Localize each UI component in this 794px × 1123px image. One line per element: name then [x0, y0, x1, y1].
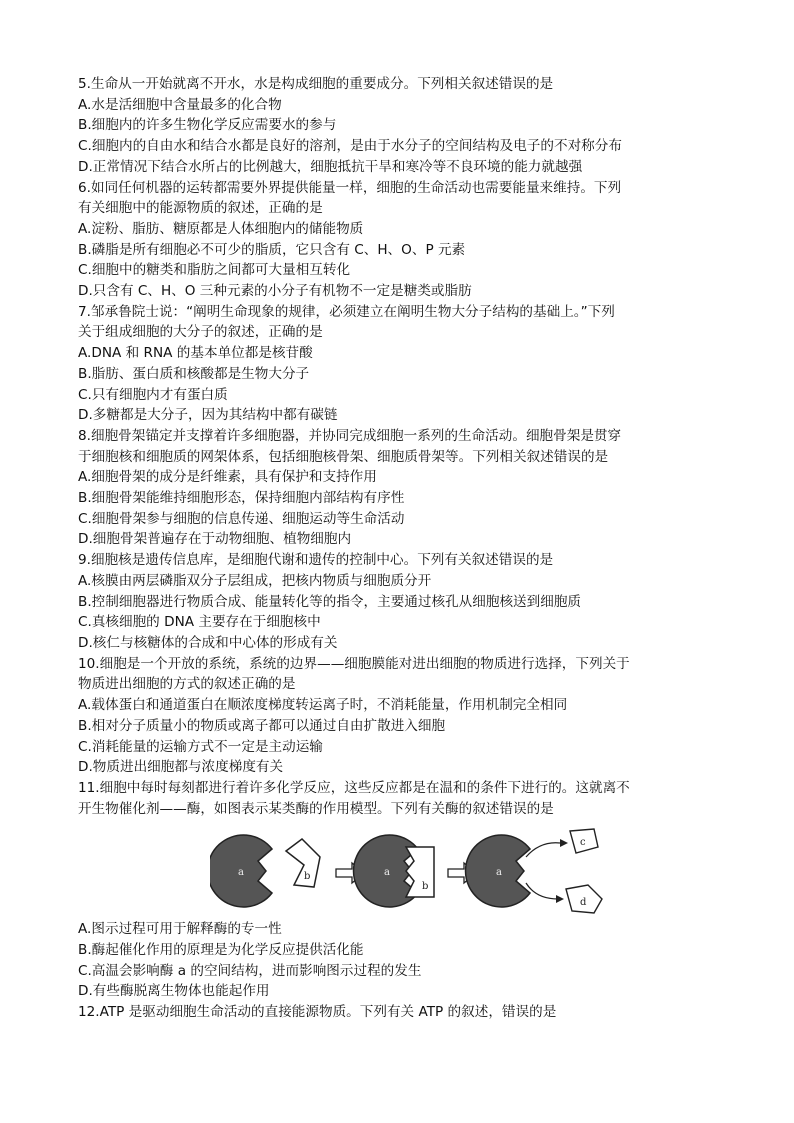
- option-c: C.细胞内的自由水和结合水都是良好的溶剂，是由于水分子的空间结构及电子的不对称分布: [78, 138, 622, 155]
- option-b: B.磷脂是所有细胞必不可少的脂质，它只含有 C、H、O、P 元素: [78, 241, 466, 258]
- option-b: B.脂肪、蛋白质和核酸都是生物大分子: [78, 365, 310, 382]
- option-a: A.水是活细胞中含量最多的化合物: [78, 96, 282, 113]
- option-d: D.正常情况下结合水所占的比例越大，细胞抵抗干旱和寒冷等不良环境的能力就越强: [78, 158, 583, 175]
- option-c: C.消耗能量的运输方式不一定是主动运输: [78, 738, 323, 755]
- arrowhead: [560, 839, 568, 847]
- release-arrow: [526, 883, 558, 899]
- question-stem: 11.细胞中每时每刻都进行着许多化学反应，这些反应都是在温和的条件下进行的。这就离不: [78, 779, 630, 796]
- question-11: [78, 778, 728, 1002]
- enzyme-model-figure: [78, 827, 728, 915]
- question-10: [78, 654, 728, 778]
- question-stem: 7.邹承鲁院士说：“阐明生命现象的规律，必须建立在阐明生物大分子结构的基础上。”下列: [78, 303, 615, 320]
- option-c: C.细胞骨架参与细胞的信息传递、细胞运动等生命活动: [78, 510, 405, 527]
- substrate-bound-shape: [406, 847, 434, 897]
- question-stem: 12.ATP 是驱动细胞生命活动的直接能源物质。下列有关 ATP 的叙述，错误的是: [78, 1004, 557, 1021]
- question-6: [78, 178, 728, 302]
- question-stem-cont: 物质进出细胞的方式的叙述正确的是: [78, 676, 296, 693]
- option-b: B.控制细胞器进行物质合成、能量转化等的指令，主要通过核孔从细胞核送到细胞质: [78, 593, 582, 610]
- enzyme-label: a: [384, 867, 390, 879]
- option-c: C.高温会影响酶 a 的空间结构，进而影响图示过程的发生: [78, 962, 422, 979]
- question-8: [78, 426, 728, 550]
- option-b: B.细胞内的许多生物化学反应需要水的参与: [78, 117, 337, 134]
- option-d: D.细胞骨架普遍存在于动物细胞、植物细胞内: [78, 531, 352, 548]
- release-arrow: [526, 843, 560, 857]
- question-stem-cont: 开生物催化剂——酶，如图表示某类酶的作用模型。下列有关酶的叙述错误的是: [78, 800, 554, 817]
- option-b: B.酶起催化作用的原理是为化学反应提供活化能: [78, 942, 364, 959]
- option-c: C.真核细胞的 DNA 主要存在于细胞核中: [78, 614, 321, 631]
- option-b: B.相对分子质量小的物质或离子都可以通过自由扩散进入细胞: [78, 717, 446, 734]
- option-d: D.核仁与核糖体的合成和中心体的形成有关: [78, 634, 338, 651]
- enzyme-label: a: [238, 867, 244, 879]
- option-c: C.细胞中的糖类和脂肪之间都可大量相互转化: [78, 262, 351, 279]
- enzyme-label: a: [496, 867, 502, 879]
- question-12: [78, 1002, 728, 1023]
- question-stem: 5.生命从一开始就离不开水，水是构成细胞的重要成分。下列相关叙述错误的是: [78, 76, 554, 92]
- option-b: B.细胞骨架能维持细胞形态，保持细胞内部结构有序性: [78, 490, 405, 507]
- substrate-shape: [286, 839, 320, 887]
- exam-page: [78, 74, 728, 1023]
- enzyme-diagram: [210, 827, 630, 915]
- option-d: D.只含有 C、H、O 三种元素的小分子有机物不一定是糖类或脂肪: [78, 283, 472, 300]
- option-a: A.载体蛋白和通道蛋白在顺浓度梯度转运离子时，不消耗能量，作用机制完全相同: [78, 697, 568, 714]
- product-d-label: d: [580, 897, 587, 909]
- question-stem-cont: 于细胞核和细胞质的网架体系，包括细胞核骨架、细胞质骨架等。下列相关叙述错误的是: [78, 448, 609, 465]
- option-a: A.细胞骨架的成分是纤维素，具有保护和支持作用: [78, 469, 377, 486]
- option-a: A.图示过程可用于解释酶的专一性: [78, 921, 282, 938]
- option-d: D.物质进出细胞都与浓度梯度有关: [78, 759, 284, 776]
- arrowhead: [556, 895, 564, 903]
- option-c: C.只有细胞内才有蛋白质: [78, 386, 228, 403]
- question-stem: 9.细胞核是遗传信息库，是细胞代谢和遗传的控制中心。下列有关叙述错误的是: [78, 552, 554, 569]
- question-stem-cont: 有关细胞中的能源物质的叙述，正确的是: [78, 200, 323, 217]
- question-9: [78, 550, 728, 654]
- substrate-label: b: [422, 881, 429, 893]
- question-stem: 10.细胞是一个开放的系统，系统的边界——细胞膜能对进出细胞的物质进行选择，下列关于: [78, 655, 630, 672]
- option-d: D.有些酶脱离生物体也能起作用: [78, 983, 270, 1000]
- option-a: A.DNA 和 RNA 的基本单位都是核苷酸: [78, 345, 313, 362]
- option-d: D.多糖都是大分子，因为其结构中都有碳链: [78, 407, 338, 424]
- question-stem: 6.如同任何机器的运转都需要外界提供能量一样，细胞的生命活动也需要能量来维持。下列: [78, 179, 622, 196]
- option-a: A.核膜由两层磷脂双分子层组成，把核内物质与细胞质分开: [78, 572, 432, 589]
- substrate-label: b: [304, 871, 311, 883]
- option-a: A.淀粉、脂肪、糖原都是人体细胞内的储能物质: [78, 220, 364, 237]
- question-stem-cont: 关于组成细胞的大分子的叙述，正确的是: [78, 324, 323, 341]
- question-5: [78, 74, 728, 178]
- question-7: [78, 302, 728, 426]
- product-c-label: c: [580, 837, 586, 849]
- question-stem: 8.细胞骨架锚定并支撑着许多细胞器，并协同完成细胞一系列的生命活动。细胞骨架是贯穿: [78, 427, 622, 444]
